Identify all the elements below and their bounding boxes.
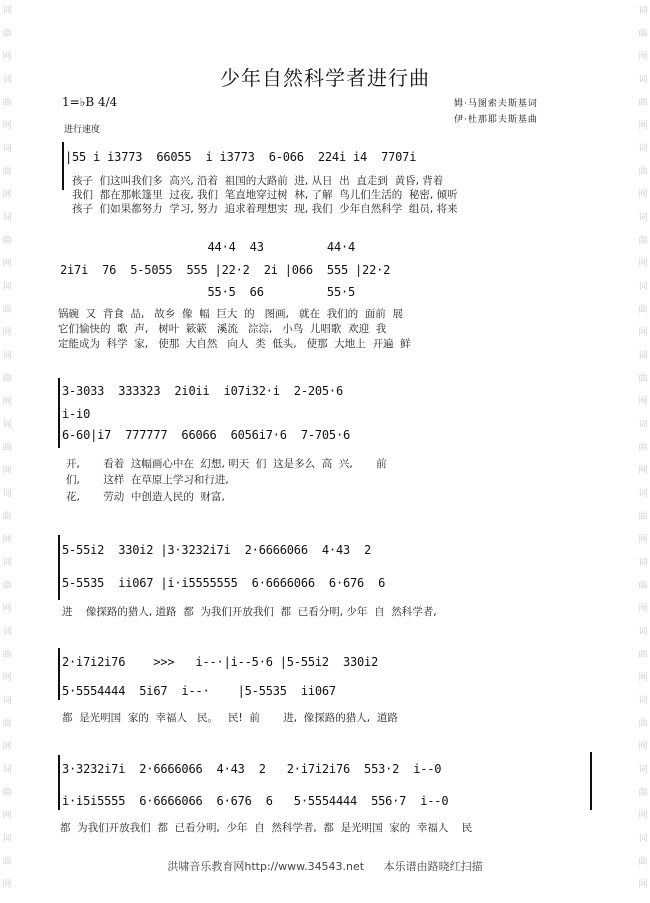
watermark-char: 词 [2, 420, 12, 430]
watermark-char: 词 [638, 558, 648, 568]
watermark-char: 网 [638, 604, 648, 614]
watermark-char: 曲 [638, 374, 648, 384]
notation-line: 5-5535 ii067 |i·i5555555 6·6666066 6·676 6 [62, 576, 386, 590]
watermark-char: 网 [638, 52, 648, 62]
notation-line: i-i0 [62, 407, 91, 421]
song-title: 少年自然科学者进行曲 [220, 66, 430, 90]
footer-site-link[interactable]: 洪啸音乐教育网http://www.34543.net [167, 860, 365, 873]
footer [0, 858, 650, 874]
watermark-char: 网 [638, 121, 648, 131]
watermark-char: 曲 [638, 305, 648, 315]
watermark-char: 曲 [2, 512, 12, 522]
watermark-char: 词 [2, 213, 12, 223]
watermark-char: 网 [638, 466, 648, 476]
notation-line: |55 i i3773 66055 i i3773 6-066 224i i4 7707i [65, 150, 417, 164]
system-brace [58, 648, 60, 700]
watermark-char: 曲 [638, 719, 648, 729]
system-brace [58, 755, 60, 810]
watermark-column-left [1, 0, 13, 897]
watermark-char: 曲 [638, 581, 648, 591]
final-barline [590, 752, 592, 810]
watermark-char: 网 [2, 397, 12, 407]
watermark-char: 网 [2, 328, 12, 338]
watermark-char: 词 [638, 75, 648, 85]
watermark-char: 网 [638, 259, 648, 269]
watermark-char: 曲 [638, 98, 648, 108]
watermark-char: 网 [638, 880, 648, 890]
watermark-char: 词 [638, 351, 648, 361]
watermark-char: 词 [638, 6, 648, 16]
watermark-char: 曲 [2, 650, 12, 660]
watermark-char: 词 [2, 627, 12, 637]
lyric-line: 我们 都在那帐篷里 过夜, 我们 笔直地穿过树 林, 了解 鸟儿们生活的 秘密, 倾听 [72, 189, 458, 201]
watermark-char: 词 [2, 558, 12, 568]
lyric-line: 都 为我们开放我们 都 已看分明, 少年 自 然科学者, 都 是光明国 家的 幸福人 民 [60, 822, 473, 834]
notation-line: 5-55i2 330i2 |3·3232i7i 2·6666066 4·43 2 [62, 543, 372, 557]
tempo-marking: 进行速度 [64, 125, 101, 135]
watermark-char: 网 [2, 466, 12, 476]
watermark-char: 曲 [638, 236, 648, 246]
watermark-char: 网 [638, 535, 648, 545]
notation-line: 55·5 66 55·5 [60, 285, 356, 299]
watermark-char: 词 [638, 282, 648, 292]
watermark-char: 曲 [2, 98, 12, 108]
watermark-char: 词 [2, 75, 12, 85]
composer-credit: 伊·杜那耶夫斯基曲 [454, 115, 538, 125]
footer-scan-credit: 本乐谱由路晓红扫描 [383, 860, 483, 873]
watermark-char: 词 [638, 420, 648, 430]
watermark-char: 网 [2, 52, 12, 62]
lyricist-credit: 姆·马图索夫斯基词 [454, 99, 538, 109]
watermark-char: 曲 [2, 236, 12, 246]
system-brace [62, 142, 64, 190]
watermark-char: 曲 [2, 581, 12, 591]
lyric-line: 进 像探路的猎人, 道路 都 为我们开放我们 都 已看分明, 少年 自 然科学者, [62, 606, 437, 618]
lyric-line: 锅碗 又 背食 品, 故乡 像 幅 巨大 的 图画, 就在 我们的 面前 展 [58, 308, 403, 320]
watermark-char: 曲 [2, 374, 12, 384]
watermark-char: 曲 [638, 857, 648, 867]
watermark-char: 网 [638, 811, 648, 821]
system-brace [58, 535, 60, 600]
watermark-char: 曲 [638, 443, 648, 453]
watermark-char: 词 [638, 627, 648, 637]
watermark-char: 词 [638, 834, 648, 844]
notation-line: 44·4 43 44·4 [60, 240, 356, 254]
watermark-char: 曲 [2, 788, 12, 798]
system-brace [58, 378, 60, 448]
key-signature: 1=♭B 4/4 [62, 95, 118, 109]
watermark-char: 网 [2, 190, 12, 200]
watermark-char: 词 [2, 351, 12, 361]
watermark-char: 网 [2, 121, 12, 131]
notation-line: 3-3033 333323 2i0ii i07i32·i 2-205·6 [62, 384, 343, 398]
watermark-column-right [637, 0, 649, 897]
watermark-char: 网 [638, 190, 648, 200]
notation-line: 6-60|i7 777777 66066 6056i7·6 7-705·6 [62, 428, 351, 442]
lyric-line: 孩子 们这叫我们多 高兴, 沿着 祖国的大路前 进, 从日 出 直走到 黄昏, 背着 [72, 175, 444, 187]
notation-line: i·i5i5555 6·6666066 6·676 6 5·5554444 556·7 i--0 [62, 794, 449, 808]
watermark-char: 曲 [638, 29, 648, 39]
watermark-char: 词 [2, 6, 12, 16]
lyric-line: 孩子 们如果都努力 学习, 努力 追求着理想实 现, 我们 少年自然科学 组员, 将来 [72, 203, 458, 215]
watermark-char: 曲 [2, 167, 12, 177]
watermark-char: 曲 [638, 167, 648, 177]
watermark-char: 曲 [638, 650, 648, 660]
watermark-char: 词 [2, 765, 12, 775]
lyric-line: 定能成为 科学 家, 使那 大自然 向人 类 低头, 使那 大地上 开遍 鲜 [58, 338, 411, 350]
watermark-char: 词 [2, 282, 12, 292]
watermark-char: 网 [638, 328, 648, 338]
watermark-char: 网 [2, 604, 12, 614]
lyric-line: 它们愉快的 歌 声, 树叶 簌簌 溪流 淙淙, 小鸟 儿唱歌 欢迎 我 [58, 323, 387, 335]
watermark-char: 网 [638, 397, 648, 407]
watermark-char: 曲 [2, 443, 12, 453]
notation-line: 2i7i 76 5-5055 555 |22·2 2i |066 555 |22·2 [60, 263, 391, 277]
watermark-char: 网 [2, 811, 12, 821]
watermark-char: 词 [638, 696, 648, 706]
watermark-char: 网 [2, 742, 12, 752]
watermark-char: 曲 [638, 512, 648, 522]
watermark-char: 网 [638, 673, 648, 683]
lyric-line: 开, 看着 这幅画心中在 幻想, 明天 们 这是多么 高 兴, 前 [66, 458, 387, 470]
watermark-char: 网 [2, 880, 12, 890]
lyric-line: 花, 劳动 中创造人民的 财富, [66, 491, 225, 503]
lyric-line: 们, 这样 在草原上学习和行进, [66, 474, 229, 486]
watermark-char: 词 [2, 696, 12, 706]
notation-line: 3·3232i7i 2·6666066 4·43 2 2·i7i2i76 553·2 i--0 [62, 762, 442, 776]
watermark-char: 词 [2, 144, 12, 154]
watermark-char: 曲 [2, 29, 12, 39]
watermark-char: 曲 [2, 305, 12, 315]
notation-line: 2·i7i2i76 >>> i--·|i--5·6 |5-55i2 330i2 [62, 655, 379, 669]
watermark-char: 词 [638, 489, 648, 499]
watermark-char: 曲 [2, 719, 12, 729]
lyric-line: 都 是光明国 家的 幸福人 民。 民! 前 进, 像探路的猎人, 道路 [62, 712, 398, 724]
watermark-char: 曲 [638, 788, 648, 798]
watermark-char: 曲 [2, 857, 12, 867]
watermark-char: 词 [2, 834, 12, 844]
watermark-char: 词 [638, 765, 648, 775]
watermark-char: 网 [638, 742, 648, 752]
notation-line: 5·5554444 5i67 i--· |5-5535 ii067 [62, 684, 336, 698]
watermark-char: 网 [2, 535, 12, 545]
watermark-char: 词 [638, 213, 648, 223]
watermark-char: 网 [2, 673, 12, 683]
watermark-char: 词 [638, 144, 648, 154]
watermark-char: 网 [2, 259, 12, 269]
watermark-char: 词 [2, 489, 12, 499]
